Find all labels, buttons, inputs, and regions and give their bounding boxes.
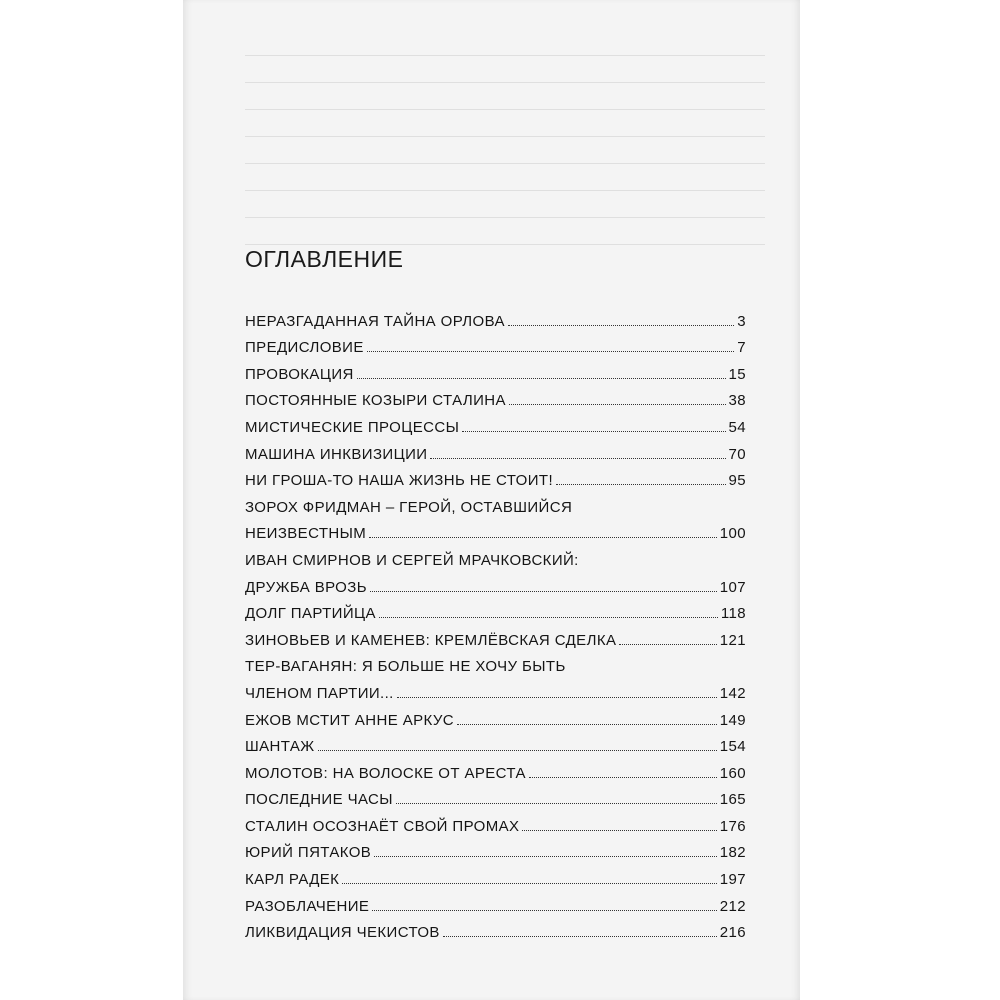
toc-entry: [245, 782, 746, 809]
dot-leader: [357, 378, 726, 379]
toc-entry-page: 176: [719, 817, 746, 835]
dot-leader: [379, 617, 718, 618]
toc-entry-page: 107: [719, 578, 746, 596]
dot-leader: [430, 458, 725, 459]
toc-entry-title: ЮРИЙ ПЯТАКОВ: [245, 844, 372, 862]
toc-entry: [245, 409, 746, 436]
toc-entry-page: 149: [719, 711, 746, 729]
toc-entry: [245, 649, 746, 676]
dot-leader: [374, 856, 717, 857]
toc-entry-page: 15: [728, 365, 746, 383]
dot-leader: [443, 936, 717, 937]
dot-leader: [462, 431, 725, 432]
toc-entry-title: МАШИНА ИНКВИЗИЦИИ: [245, 445, 428, 463]
toc-entry: [245, 303, 746, 330]
toc-entry-title: РАЗОБЛАЧЕНИЕ: [245, 897, 370, 915]
toc-entry-page: 197: [719, 871, 746, 889]
toc-entry-page: 182: [719, 844, 746, 862]
toc-entry-title: ЧЛЕНОМ ПАРТИИ...: [245, 684, 394, 702]
toc-entry-title: ДРУЖБА ВРОЗЬ: [245, 578, 367, 596]
toc-entry: [245, 729, 746, 756]
toc-entry-title: НЕИЗВЕСТНЫМ: [245, 525, 367, 543]
toc-entry: [245, 622, 746, 649]
toc-entry-title: ПОСЛЕДНИЕ ЧАСЫ: [245, 791, 393, 809]
toc-entry-title: МОЛОТОВ: НА ВОЛОСКЕ ОТ АРЕСТА: [245, 764, 526, 782]
toc-entry-page: 7: [737, 339, 746, 357]
toc-entry-page: 165: [719, 791, 746, 809]
dot-leader: [556, 484, 725, 485]
toc-entry: [245, 542, 746, 569]
table-of-contents: [245, 303, 746, 941]
dot-leader: [508, 325, 734, 326]
toc-entry: [245, 755, 746, 782]
toc-entry-title: НЕРАЗГАДАННАЯ ТАЙНА ОРЛОВА: [245, 312, 505, 330]
toc-entry-page: 216: [719, 924, 746, 942]
toc-entry-title: ЗИНОВЬЕВ И КАМЕНЕВ: КРЕМЛЁВСКАЯ СДЕЛКА: [245, 631, 617, 649]
dot-leader: [509, 404, 726, 405]
toc-entry-title: ПОСТОЯННЫЕ КОЗЫРИ СТАЛИНА: [245, 392, 506, 410]
toc-entry: [245, 516, 746, 543]
toc-entry: [245, 835, 746, 862]
toc-entry: [245, 436, 746, 463]
dot-leader: [372, 910, 716, 911]
dot-leader: [619, 644, 716, 645]
toc-entry: [245, 330, 746, 357]
toc-entry-page: 118: [720, 605, 746, 623]
toc-entry-title: ПРЕДИСЛОВИЕ: [245, 339, 364, 357]
toc-entry-title: ПРОВОКАЦИЯ: [245, 365, 354, 383]
toc-entry-title: ИВАН СМИРНОВ И СЕРГЕЙ МРАЧКОВСКИЙ:: [245, 551, 579, 569]
toc-entry-page: 100: [719, 525, 746, 543]
dot-leader: [522, 830, 716, 831]
toc-entry-title: КАРЛ РАДЕК: [245, 871, 340, 889]
toc-entry: [245, 383, 746, 410]
toc-entry-title: ТЕР-ВАГАНЯН: Я БОЛЬШЕ НЕ ХОЧУ БЫТЬ: [245, 658, 566, 676]
toc-entry: [245, 463, 746, 490]
toc-entry: [245, 675, 746, 702]
toc-entry-title: ЛИКВИДАЦИЯ ЧЕКИСТОВ: [245, 924, 440, 942]
dot-leader: [367, 351, 734, 352]
toc-entry-page: 3: [737, 312, 746, 330]
toc-entry-title: ЕЖОВ МСТИТ АННЕ АРКУС: [245, 711, 454, 729]
dot-leader: [369, 537, 717, 538]
toc-entry-page: 142: [719, 684, 746, 702]
toc-entry-page: 38: [728, 392, 746, 410]
dot-leader: [342, 883, 716, 884]
toc-entry-title: НИ ГРОША-ТО НАША ЖИЗНЬ НЕ СТОИТ!: [245, 472, 554, 490]
toc-entry-page: 121: [719, 631, 746, 649]
toc-entry: [245, 596, 746, 623]
toc-entry-title: ЗОРОХ ФРИДМАН – ГЕРОЙ, ОСТАВШИЙСЯ: [245, 498, 573, 516]
toc-entry: [245, 356, 746, 383]
page-title: ОГЛАВЛЕНИЕ: [245, 246, 404, 272]
toc-entry: [245, 702, 746, 729]
toc-entry: [245, 888, 746, 915]
toc-entry-page: 54: [728, 418, 746, 436]
dot-leader: [457, 724, 717, 725]
toc-entry-page: 154: [719, 738, 746, 756]
dot-leader: [396, 803, 717, 804]
toc-entry-page: 160: [719, 764, 746, 782]
toc-entry: [245, 861, 746, 888]
toc-entry-title: МИСТИЧЕСКИЕ ПРОЦЕССЫ: [245, 418, 460, 436]
toc-entry-title: ШАНТАЖ: [245, 738, 315, 756]
dot-leader: [397, 697, 717, 698]
toc-entry: [245, 915, 746, 942]
toc-entry-page: 212: [719, 897, 746, 915]
dot-leader: [318, 750, 717, 751]
toc-entry-title: ДОЛГ ПАРТИЙЦА: [245, 605, 376, 623]
toc-entry: [245, 489, 746, 516]
dot-leader: [370, 591, 717, 592]
toc-entry-page: 70: [728, 445, 746, 463]
dot-leader: [529, 777, 717, 778]
toc-entry-title: СТАЛИН ОСОЗНАЁТ СВОЙ ПРОМАХ: [245, 817, 520, 835]
toc-entry-page: 95: [728, 472, 746, 490]
toc-entry: [245, 569, 746, 596]
toc-entry: [245, 808, 746, 835]
